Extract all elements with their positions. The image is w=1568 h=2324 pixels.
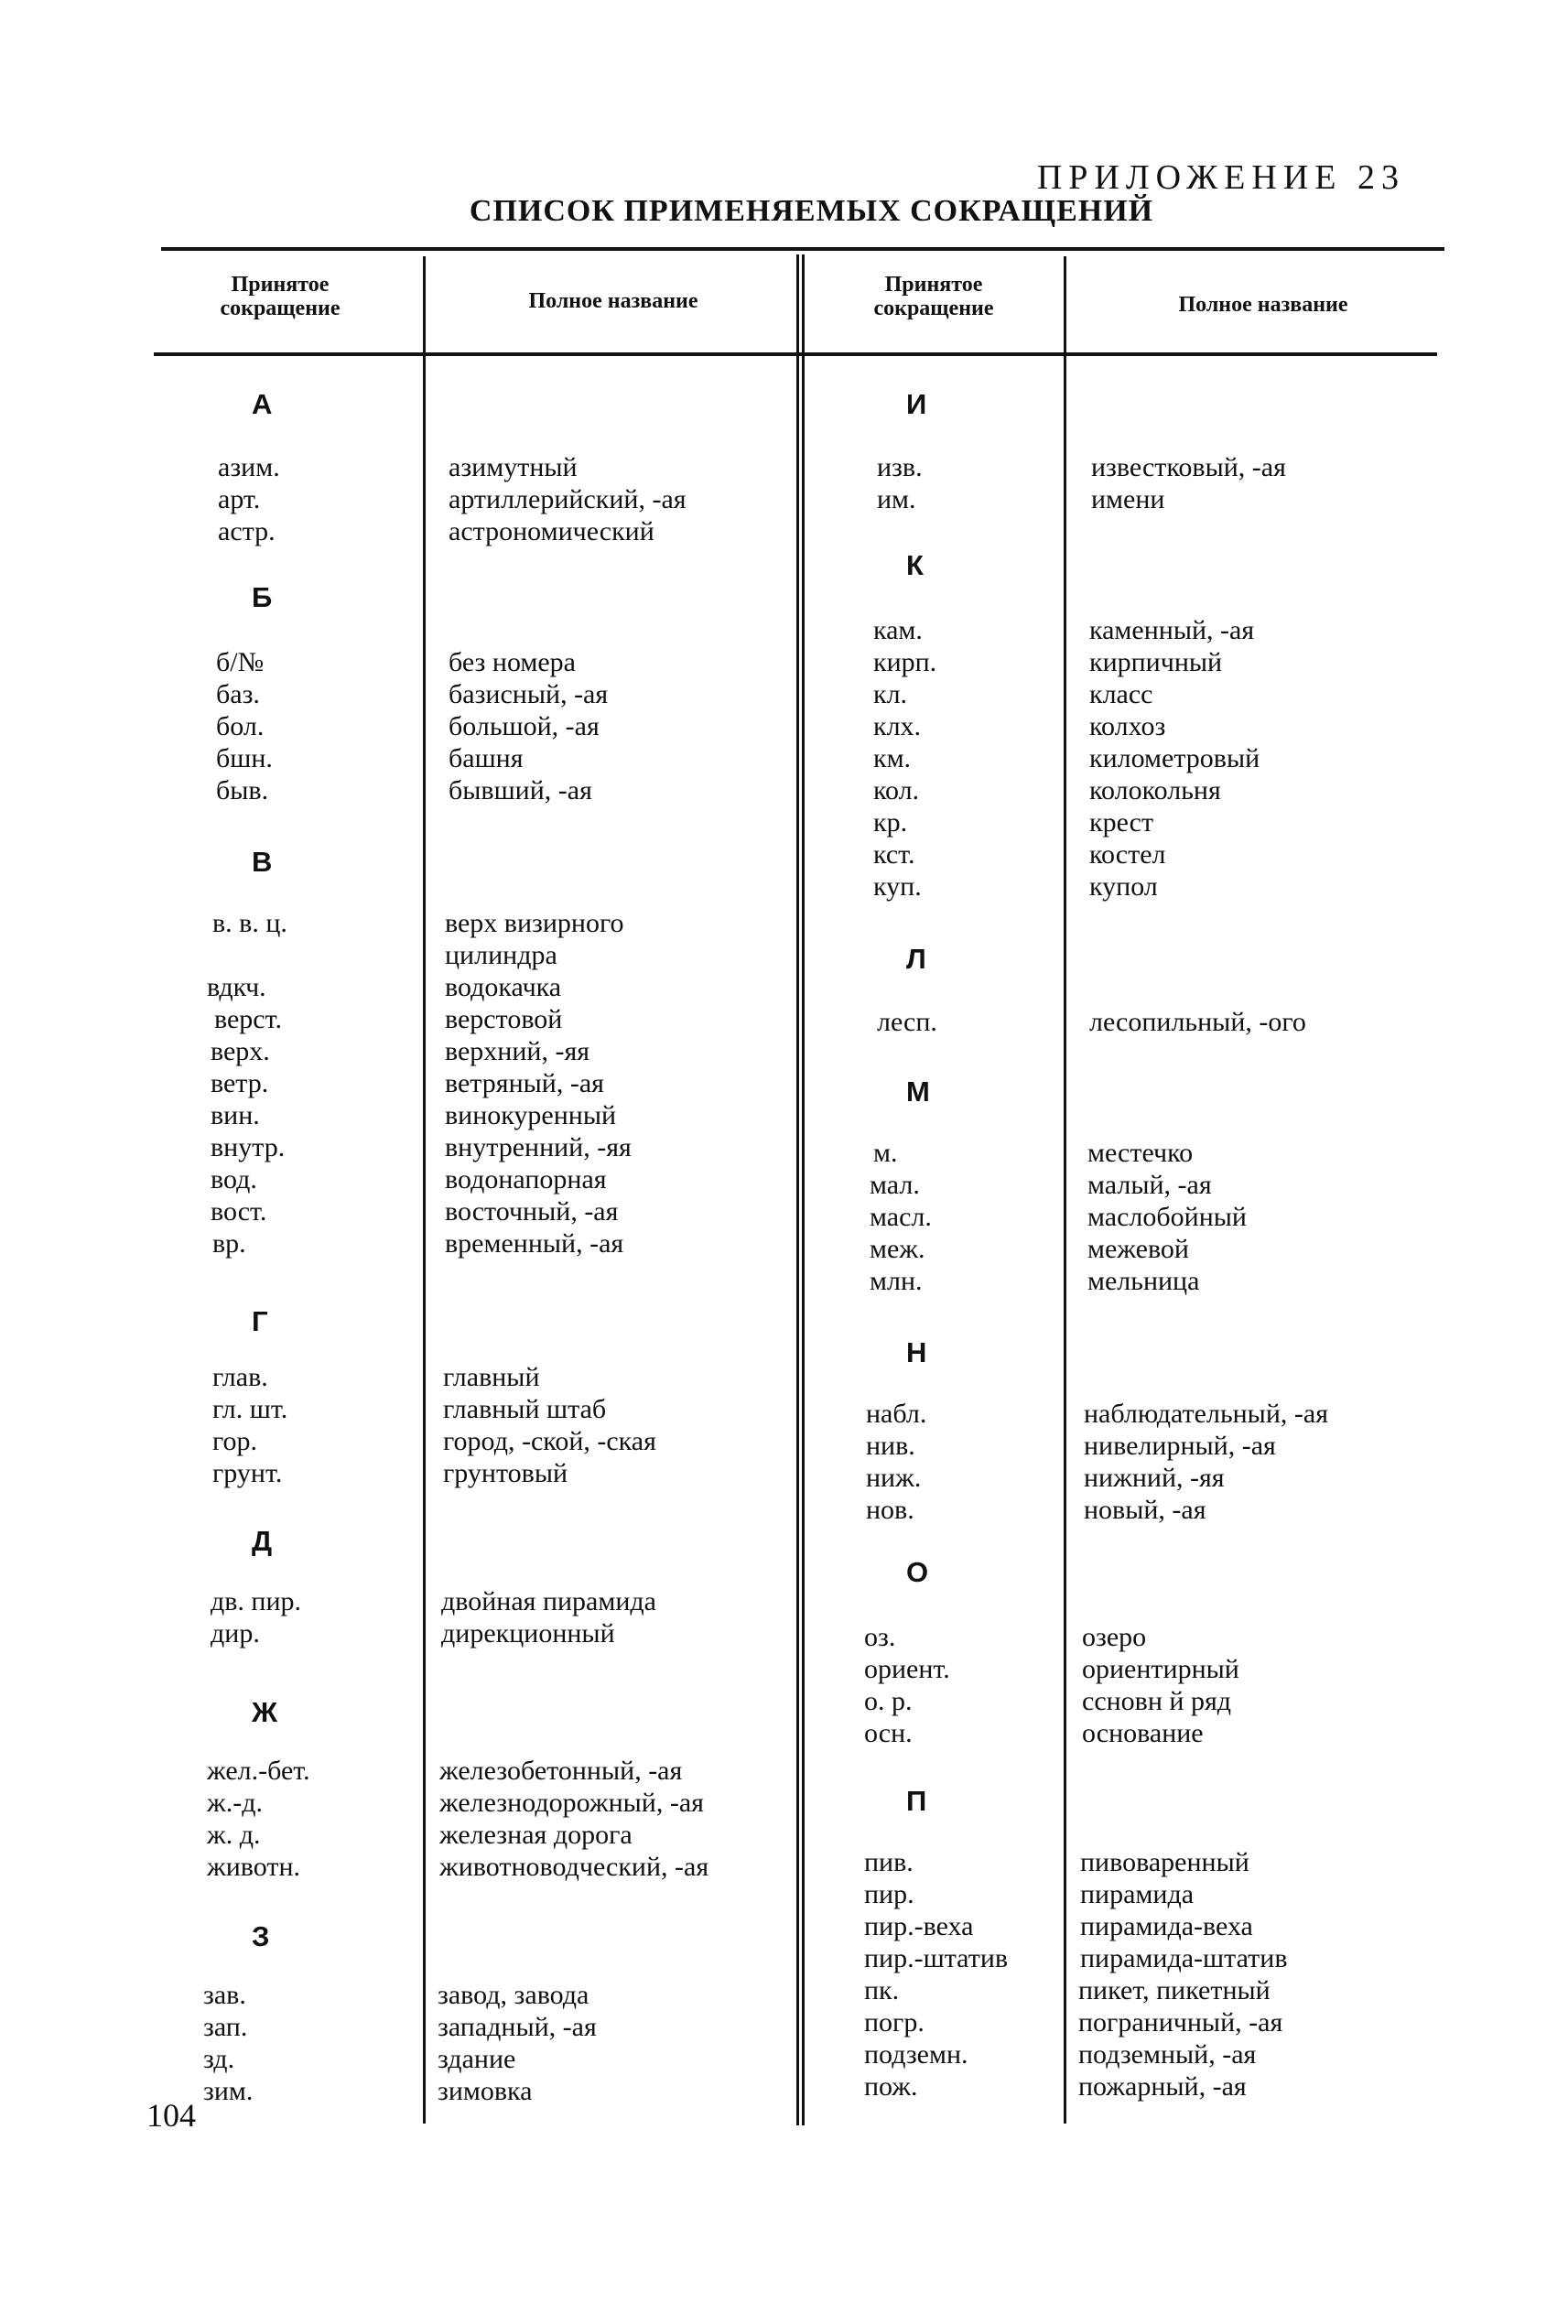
full-right: подземный, -ая [1078, 2039, 1257, 2070]
full-left: верх визирного [445, 908, 624, 938]
full-left: ветряный, -ая [445, 1068, 604, 1098]
abbr-left: вр. [212, 1228, 246, 1259]
abbr-left: верх. [211, 1036, 270, 1066]
full-right: ссновн й ряд [1082, 1686, 1232, 1716]
full-left: верстовой [445, 1004, 563, 1034]
column-divider-2b [802, 254, 805, 2125]
col-head-full-left: Полное название [528, 289, 698, 313]
full-left: водокачка [445, 972, 562, 1002]
full-right: купол [1089, 871, 1158, 902]
full-right: километровый [1089, 743, 1260, 773]
abbr-right: ориент. [864, 1654, 950, 1684]
abbr-left: в. в. ц. [212, 908, 287, 938]
full-right: пограничный, -ая [1078, 2007, 1283, 2038]
abbr-left: зд. [203, 2044, 235, 2074]
full-left: грунтовый [443, 1458, 568, 1488]
abbr-left: дв. пир. [211, 1586, 302, 1616]
abbr-right: кст. [873, 839, 915, 870]
abbr-right: осн. [864, 1718, 913, 1748]
column-divider-2a [796, 254, 799, 2125]
abbr-left: зав. [203, 1980, 246, 2010]
section-letter-2: В [252, 846, 273, 878]
abbr-left: жел.-бет. [207, 1756, 310, 1786]
abbr-right: масл. [870, 1202, 932, 1232]
abbr-right: о. р. [864, 1686, 913, 1716]
abbr-left: зим. [203, 2076, 254, 2106]
section-letter-right-0: И [906, 388, 927, 420]
full-left: базисный, -ая [449, 679, 609, 709]
full-left: завод, завода [438, 1980, 589, 2010]
abbr-left: животн. [207, 1852, 301, 1882]
full-left: винокуренный [445, 1100, 617, 1130]
abbr-left: гл. шт. [212, 1394, 288, 1424]
abbr-right: млн. [870, 1266, 923, 1296]
abbr-left: верст. [214, 1004, 282, 1034]
abbr-right: пив. [864, 1847, 914, 1877]
abbr-right: пир.-штатив [864, 1943, 1009, 1973]
full-right: лесопильный, -ого [1089, 1007, 1306, 1037]
section-letter-4: Д [252, 1525, 273, 1557]
appendix-label: ПРИЛОЖЕНИЕ 23 [1036, 158, 1405, 197]
full-left: верхний, -яя [445, 1036, 590, 1066]
abbr-left: бшн. [216, 743, 273, 773]
abbr-left: арт. [218, 484, 261, 514]
full-right: пивоваренный [1080, 1847, 1249, 1877]
abbr-right: нив. [866, 1431, 915, 1461]
top-rule [161, 247, 1444, 251]
section-letter-6: З [252, 1920, 270, 1952]
full-left: железная дорога [439, 1820, 633, 1850]
full-left: животноводческий, -ая [439, 1852, 709, 1882]
page-title: СПИСОК ПРИМЕНЯЕМЫХ СОКРАЩЕНИЙ [469, 194, 1154, 228]
full-right: пожарный, -ая [1078, 2071, 1247, 2102]
full-right: межевой [1087, 1234, 1189, 1264]
full-right: озеро [1082, 1622, 1147, 1652]
abbr-left: астр. [218, 516, 276, 546]
section-letter-right-3: М [906, 1076, 930, 1108]
abbr-right: нов. [866, 1495, 914, 1525]
full-right: основание [1082, 1718, 1204, 1748]
full-left: город, -ской, -ская [443, 1426, 656, 1456]
full-left: главный [443, 1362, 540, 1392]
full-left: артиллерийский, -ая [449, 484, 687, 514]
abbr-right: лесп. [877, 1007, 937, 1037]
full-right: класс [1089, 679, 1153, 709]
abbr-right: погр. [864, 2007, 925, 2038]
abbr-right: м. [873, 1138, 898, 1168]
full-left: внутренний, -яя [445, 1132, 632, 1162]
col-head-abbr-left: Принятое сокращение [220, 273, 341, 321]
full-right: пирамида-штатив [1080, 1943, 1288, 1973]
full-right: кирпичный [1089, 647, 1223, 677]
abbr-left: внутр. [211, 1132, 286, 1162]
abbr-left: вод. [211, 1164, 257, 1194]
abbr-left: ветр. [211, 1068, 269, 1098]
full-left: восточный, -ая [445, 1196, 619, 1227]
full-right: костел [1089, 839, 1166, 870]
column-divider-3 [1064, 256, 1066, 2124]
section-letter-right-2: Л [906, 943, 926, 975]
abbr-right: меж. [870, 1234, 925, 1264]
section-letter-5: Ж [252, 1696, 278, 1728]
full-left: дирекционный [441, 1618, 615, 1648]
header-rule [154, 352, 1437, 356]
full-right: мельница [1087, 1266, 1200, 1296]
full-right: пикет, пикетный [1078, 1975, 1271, 2005]
full-right: пирамида-веха [1080, 1911, 1253, 1941]
abbr-left: гор. [212, 1426, 258, 1456]
section-letter-right-6: П [906, 1785, 927, 1817]
abbr-right: кам. [873, 615, 923, 645]
abbr-right: изв. [877, 452, 923, 482]
full-right: имени [1091, 484, 1165, 514]
full-left: цилиндра [445, 940, 557, 970]
full-left: азимутный [449, 452, 578, 482]
full-left: без номера [449, 647, 576, 677]
abbr-left: баз. [216, 679, 260, 709]
abbr-right: ниж. [866, 1463, 922, 1493]
section-letter-right-4: Н [906, 1336, 927, 1368]
full-left: главный штаб [443, 1394, 607, 1424]
full-right: местечко [1087, 1138, 1194, 1168]
column-divider-1 [423, 256, 426, 2124]
full-left: башня [449, 743, 524, 773]
section-letter-3: Г [252, 1305, 268, 1337]
abbr-right: набл. [866, 1399, 927, 1429]
abbr-left: азим. [218, 452, 280, 482]
abbr-left: глав. [212, 1362, 268, 1392]
abbr-left: ж.-д. [207, 1788, 263, 1818]
abbr-left: бол. [216, 711, 265, 741]
full-right: пирамида [1080, 1879, 1195, 1909]
full-right: колокольня [1089, 775, 1221, 805]
col-head-full-right: Полное название [1178, 293, 1348, 317]
full-left: железобетонный, -ая [439, 1756, 683, 1786]
full-right: малый, -ая [1087, 1170, 1212, 1200]
abbr-right: кол. [873, 775, 920, 805]
abbr-left: дир. [211, 1618, 260, 1648]
section-letter-right-1: К [906, 549, 924, 581]
full-left: западный, -ая [438, 2012, 597, 2042]
full-left: железнодорожный, -ая [439, 1788, 704, 1818]
abbr-right: мал. [870, 1170, 920, 1200]
abbr-left: быв. [216, 775, 269, 805]
page-number: 104 [146, 2097, 196, 2134]
full-left: водонапорная [445, 1164, 607, 1194]
abbr-left: вост. [211, 1196, 267, 1227]
full-right: нижний, -яя [1084, 1463, 1225, 1493]
full-left: бывший, -ая [449, 775, 592, 805]
abbr-left: ж. д. [207, 1820, 261, 1850]
abbr-left: вдкч. [207, 972, 266, 1002]
full-right: крест [1089, 807, 1154, 838]
abbr-left: б/№ [216, 647, 265, 677]
abbr-right: куп. [873, 871, 922, 902]
abbr-right: оз. [864, 1622, 896, 1652]
section-letter-0: А [252, 388, 273, 420]
abbr-right: пк. [864, 1975, 900, 2005]
full-right: каменный, -ая [1089, 615, 1255, 645]
abbr-right: кирп. [873, 647, 937, 677]
full-left: здание [438, 2044, 516, 2074]
abbr-left: вин. [211, 1100, 260, 1130]
full-left: временный, -ая [445, 1228, 624, 1259]
full-right: наблюдательный, -ая [1084, 1399, 1328, 1429]
full-right: нивелирный, -ая [1084, 1431, 1276, 1461]
abbr-left: грунт. [212, 1458, 283, 1488]
full-right: ориентирный [1082, 1654, 1239, 1684]
abbr-right: им. [877, 484, 916, 514]
abbr-right: клх. [873, 711, 922, 741]
full-right: маслобойный [1087, 1202, 1247, 1232]
abbr-left: зап. [203, 2012, 248, 2042]
full-left: двойная пирамида [441, 1586, 656, 1616]
full-right: известковый, -ая [1091, 452, 1286, 482]
abbr-right: пир.-веха [864, 1911, 974, 1941]
section-letter-right-5: О [906, 1556, 929, 1588]
full-left: астрономический [449, 516, 654, 546]
abbr-right: подземн. [864, 2039, 968, 2070]
full-right: колхоз [1089, 711, 1166, 741]
full-right: новый, -ая [1084, 1495, 1206, 1525]
abbr-right: км. [873, 743, 912, 773]
abbr-right: пир. [864, 1879, 914, 1909]
section-letter-1: Б [252, 581, 273, 613]
abbr-right: пож. [864, 2071, 918, 2102]
full-left: зимовка [438, 2076, 533, 2106]
abbr-right: кл. [873, 679, 908, 709]
abbr-right: кр. [873, 807, 908, 838]
full-left: большой, -ая [449, 711, 600, 741]
col-head-abbr-right: Принятое сокращение [873, 273, 994, 321]
